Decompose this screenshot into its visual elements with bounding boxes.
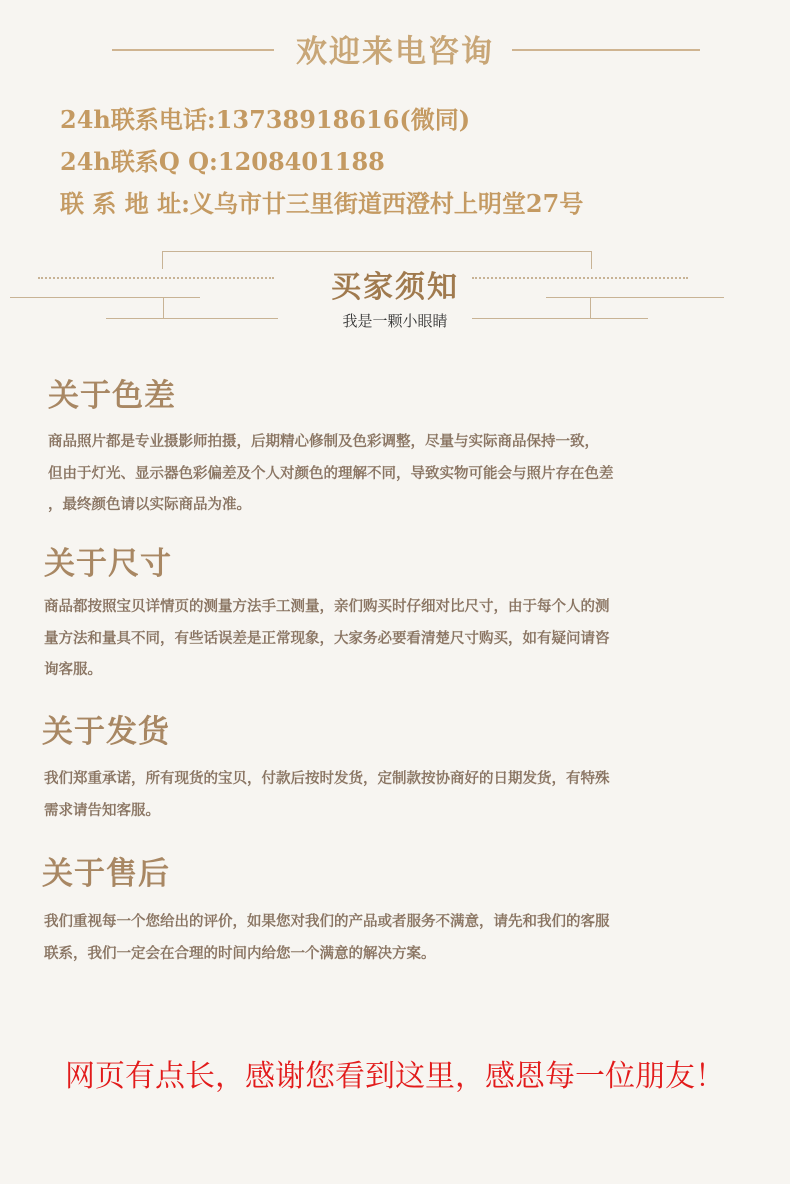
section-title: 关于售后: [42, 856, 170, 892]
paragraph-line: 询客服。: [44, 662, 102, 678]
section-title: 关于色差: [48, 378, 176, 414]
section-title: 关于发货: [42, 714, 170, 750]
paragraph-line: 量方法和量具不同，有些话误差是正常现象，大家务必要看清楚尺寸购买，如有疑问请咨: [44, 630, 610, 647]
contact-phone: 24h联系电话:13738918616(微同): [60, 105, 471, 134]
paragraph-line: 联系，我们一定会在合理的时间内给您一个满意的解决方案。: [44, 945, 436, 962]
paragraph-line: 商品都按照宝贝详情页的测量方法手工测量，亲们购买时仔细对比尺寸，由于每个人的测: [44, 599, 610, 615]
welcome-divider-right: [512, 49, 700, 51]
paragraph-line: 我们郑重承诺，所有现货的宝贝，付款后按时发货，定制款按协商好的日期发货，有特殊: [44, 771, 610, 787]
contact-address: 联 系 地 址:义乌市廿三里街道西澄村上明堂27号: [60, 189, 584, 218]
section-paragraph: [44, 907, 610, 970]
notice-subtitle: 我是一颗小眼睛: [342, 312, 448, 330]
section-paragraph: [44, 592, 610, 687]
contact-qq: 24h联系Q Q:1208401188: [60, 147, 385, 176]
section-paragraph: [48, 427, 614, 522]
thanks-message: 网页有点长，感谢您看到这里，感恩每一位朋友！: [65, 1059, 725, 1094]
paragraph-line: 商品照片都是专业摄影师拍摄，后期精心修制及色彩调整，尽量与实际商品保持一致，: [48, 434, 599, 450]
welcome-title: 欢迎来电咨询: [296, 34, 494, 70]
paragraph-line: 需求请告知客服。: [44, 802, 160, 819]
section-title: 关于尺寸: [44, 546, 172, 582]
paragraph-line: ，最终颜色请以实际商品为准。: [48, 497, 251, 513]
paragraph-line: 但由于灯光、显示器色彩偏差及个人对颜色的理解不同，导致实物可能会与照片存在色差: [48, 465, 614, 482]
notice-title: 买家须知: [331, 270, 459, 305]
section-paragraph: [44, 764, 610, 827]
paragraph-line: 我们重视每一个您给出的评价，如果您对我们的产品或者服务不满意，请先和我们的客服: [44, 914, 610, 930]
